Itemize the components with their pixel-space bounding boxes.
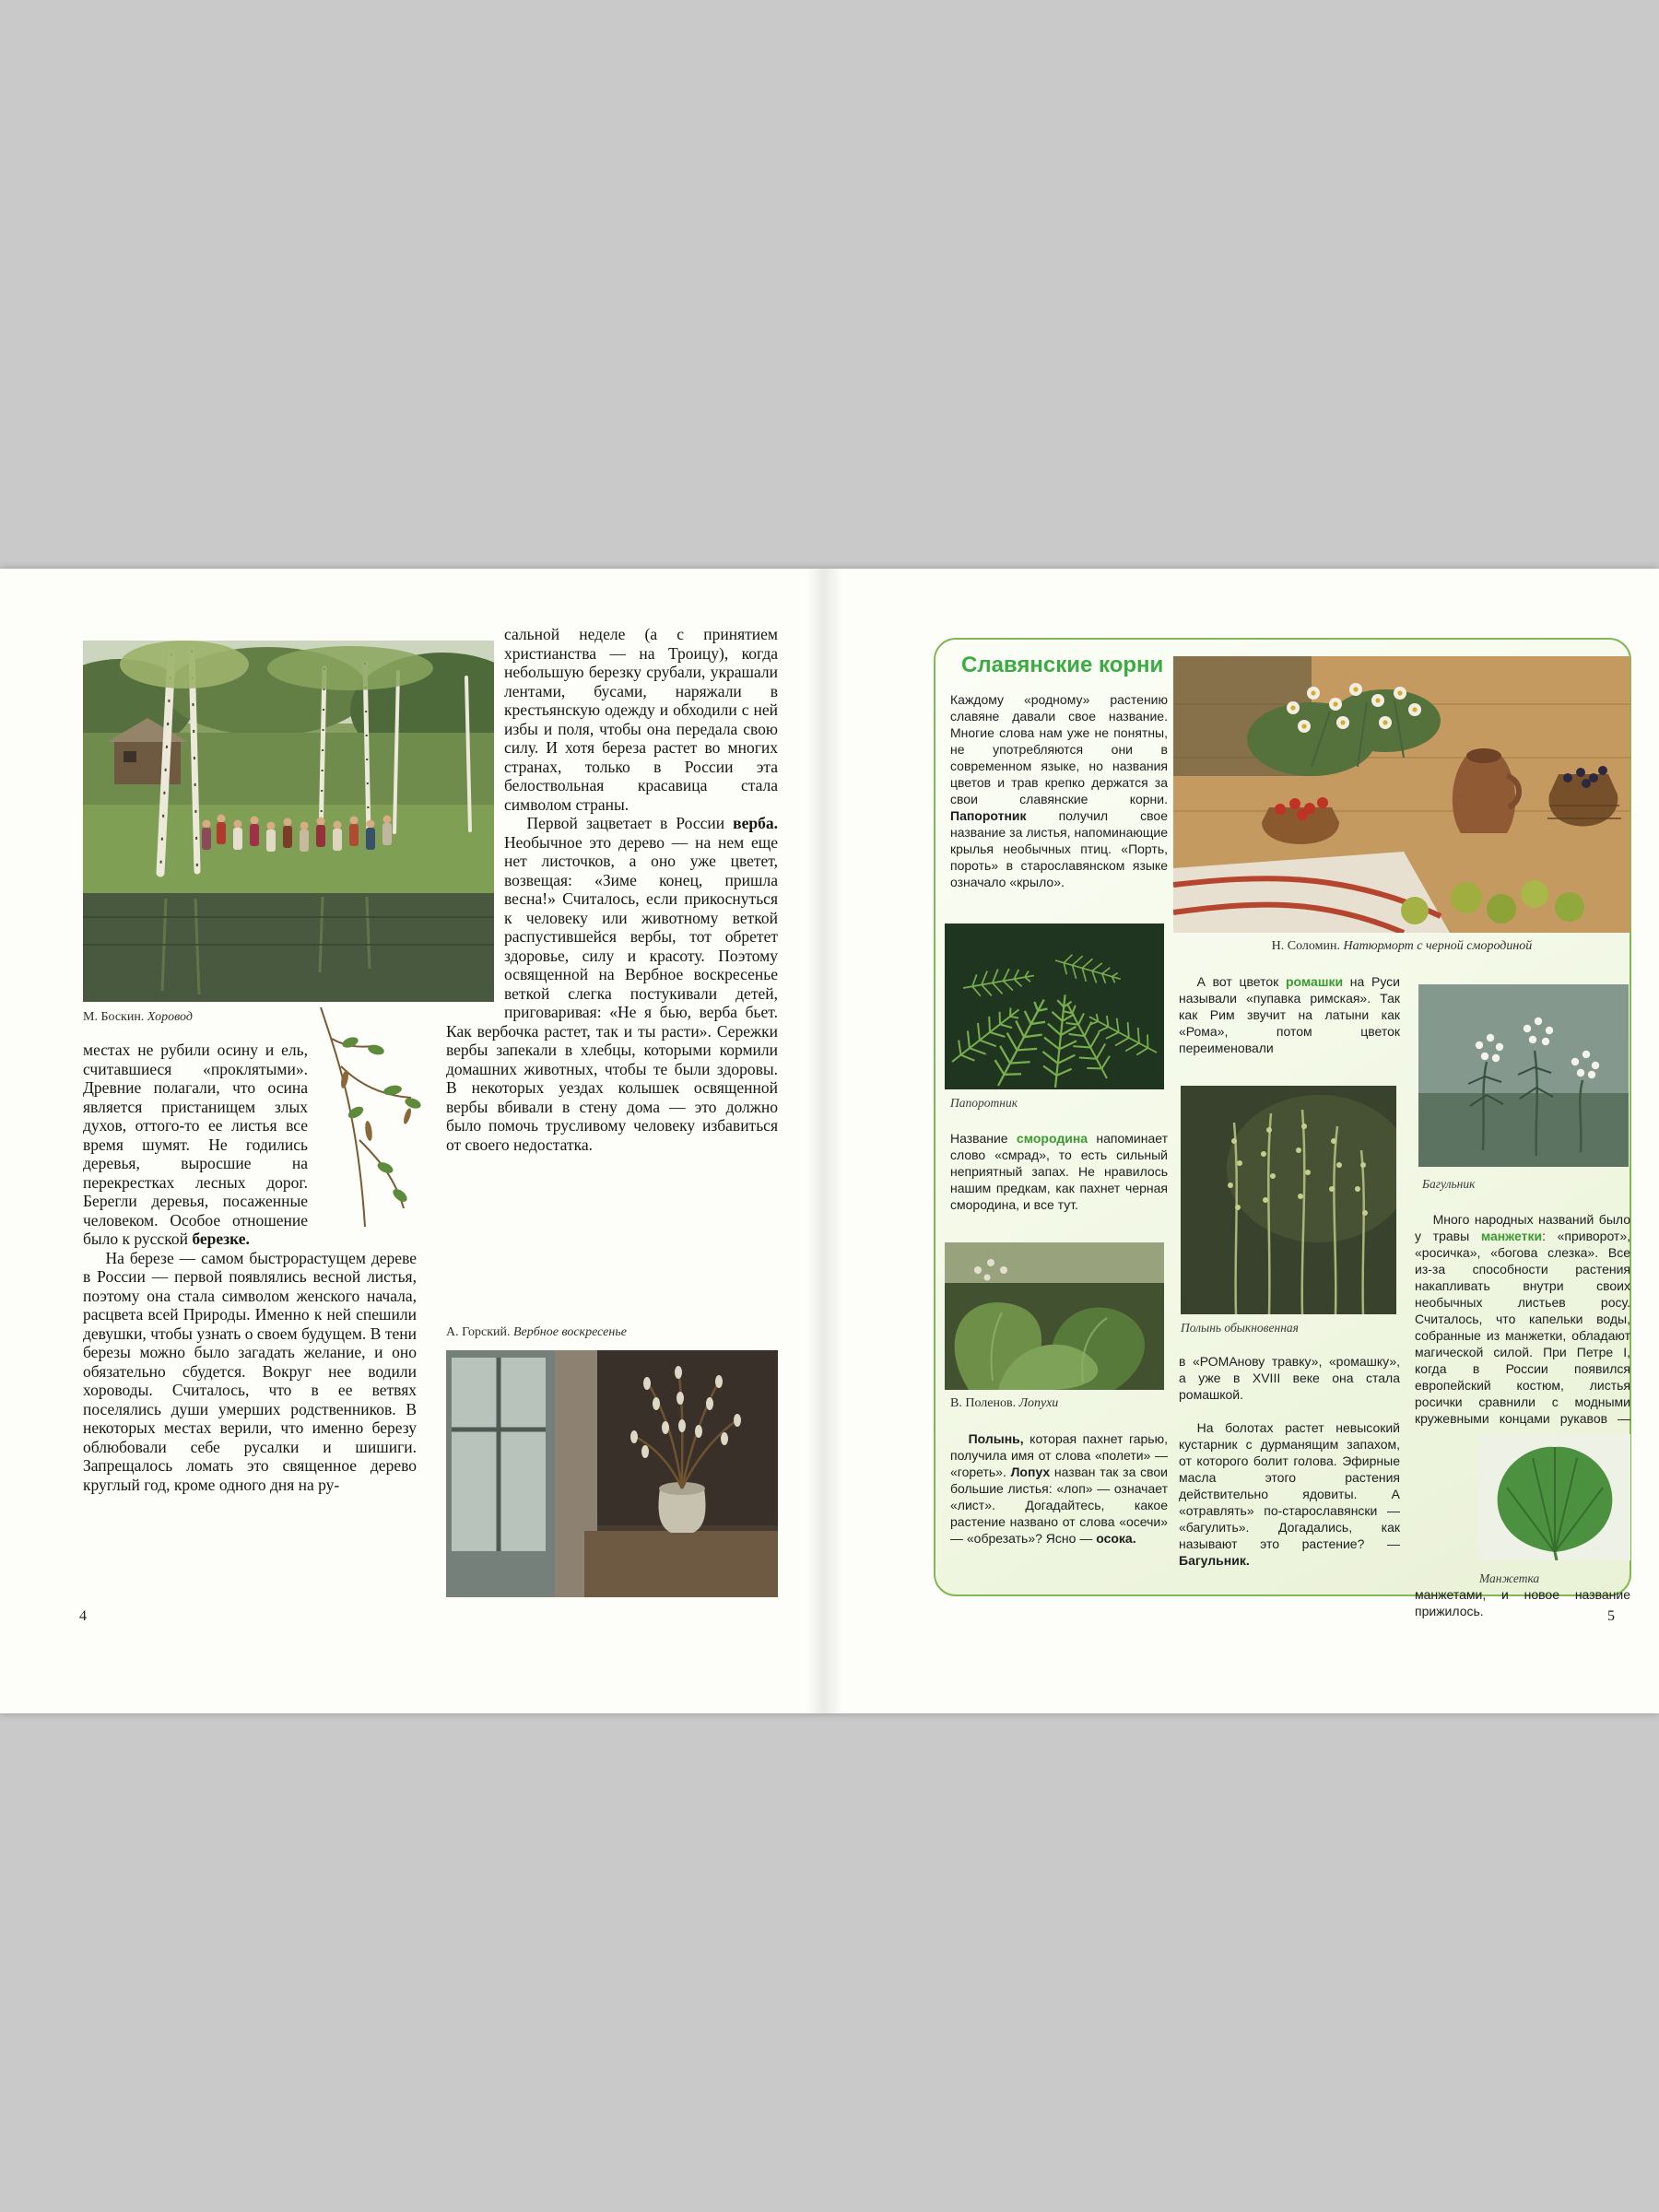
caption-title: Натюрморт с черной смородиной — [1343, 939, 1533, 953]
body-paragraph: На березе — самом быстрорастущем дереве в России — первой появлялись весной листья, поэтому она стала символом женского начала, расцвета всей Природы. Именно к ней спешили девушки, чтобы узнать о своем будущем. В тени березы можно было загадать желание, и оно обязательно сбудется. Вокруг нее водили хороводы. Считалось, что в ее ветвях поселялись души умерших родственников. В некоторых местах верили, что именно березу облюбовали себе русалки и шишиги. Запрещалось ломать это священное дерево круглый год, кроме одного дня на ру- — [83, 1248, 417, 1494]
bagulnik-caption: Багульник — [1422, 1177, 1476, 1191]
caption-artist: Н. Соломин. — [1271, 939, 1340, 953]
verbnoe-painting-image — [446, 1350, 778, 1597]
burdock-painting-image — [945, 1242, 1164, 1390]
smorodina-paragraph: Название смородина напоминает слово «смрад», то есть сильный неприятный запах. Не нравилось нашим предкам, как пахнет черная смородина, и все тут. — [950, 1131, 1168, 1212]
caption-artist: А. Горский. — [446, 1325, 511, 1339]
manzhetka-photo — [1479, 1434, 1630, 1586]
wormwood-photo — [1181, 1086, 1396, 1314]
left-page-column-2 — [446, 625, 778, 1154]
khorovod-painting-image — [83, 641, 494, 1002]
page-number-left: 4 — [79, 1608, 87, 1624]
manzhetka-caption: Манжетка — [1479, 1571, 1540, 1585]
left-page-column-1 — [83, 1041, 417, 1494]
manzhetka-block — [1415, 1211, 1630, 1619]
still-life-caption — [1173, 938, 1630, 954]
birch-branch-illustration — [308, 1041, 417, 1212]
khorovod-caption — [83, 1009, 494, 1025]
body-paragraph: Первой зацветает в России верба. Необычное это дерево — на нем еще нет листочков, а оно уже цветет, возвещая: «Зиме конец, пришла весна!» Считалось, если прикоснуться к человеку или животному веткой распустившейся вербы, тот обретет здоровье, силу и красоту. Поэтому освященной на Вербное воскресенье веткой слегка постукивали детей, приговаривая: «Не я бью, верба бьет. Как вербочка растет, так и ты расти». Сережки вербы запекали в хлебцы, которыми кормили домашних животных, чтобы те были здоровы. В некоторых уездах колышек освященной вербы вбивали в стену дома — это должно было помочь трусливому человеку избавиться от своего недостатка. — [446, 814, 778, 1154]
caption-artist: В. Поленов. — [950, 1396, 1017, 1410]
bagulnik-photo — [1418, 984, 1629, 1167]
caption-title: Хоровод — [147, 1010, 193, 1024]
verbnoe-caption — [446, 1324, 778, 1340]
body-paragraph: местах не рубили осину и ель, считавшиеся «проклятыми». Древние полагали, что осина является пристанищем злых духов, оттого-то ее листья все время шумят. Не годились деревья, выросшие на перекрестках лесных дорог. Берегли деревья, посаженные человеком. Особое отношение было к русской березке. — [83, 1041, 308, 1248]
caption-title: Вербное воскресенье — [512, 1325, 627, 1339]
slavic-roots-box — [934, 638, 1631, 1618]
wormwood-caption: Полынь обыкновенная — [1181, 1321, 1299, 1335]
bolota-paragraph: На болотах растет невысокий кустарник с дурманящим запахом, от которого болит голова. Эфирные масла этого растения действительно ядовиты. А «отравлять» по-старославянски — «багулить». Догадались, как называют это растение? — Багульник. — [1179, 1420, 1400, 1568]
page-number-right: 5 — [1607, 1608, 1615, 1624]
still-life-painting-image — [1173, 656, 1630, 933]
polyn-paragraph: Полынь, которая пахнет гарью, получила имя от слова «полети» — «гореть». Лопух назван так за свои большие листья: «лоп» — означает «лист». Догадайтесь, какое растение названо от слова «осечи» — «обрезать»? Ясно — осока. — [950, 1431, 1168, 1546]
burdock-caption — [950, 1395, 1058, 1411]
fern-caption: Папоротник — [950, 1096, 1018, 1110]
box-title: Славянские корни — [961, 653, 1164, 677]
book-spread — [0, 569, 1659, 1713]
body-paragraph: сальной неделе (а с принятием христианства — на Троицу), когда небольшую березку срубали, украшали лентами, бусами, наряжали в крестьянскую одежду и обходили с ней избы и поля, чтобы она передала свою силу. И хотя береза растет во многих странах, только в России эта белоствольная красавица стала символом страны. — [504, 625, 778, 814]
caption-title: Лопухи — [1018, 1396, 1059, 1410]
column-shape-spacer — [446, 625, 504, 1005]
intro-paragraph: Каждому «родному» растению славяне давали свое название. Многие слова нам уже не понятны, не употребляются они в современном языке, но названия цветов и трав крепко держатся за свои славянские корни. Папоротник получил свое название за листья, напоминающие крылья необычных птиц. «Порть, пороть» в старославянском языке означало «крыло». — [950, 692, 1168, 889]
caption-artist: М. Боскин. — [83, 1010, 145, 1024]
manzhetka-paragraph: Много народных названий было у травы манжетки: «приворот», «росичка», «богова слезка». Все из-за способности растения накапливать внутри своих необычных листьев росу. Считалось, что капельки воды, собранные из манжетки, обладают магической силой. При Петре I, когда в России появился европейский костюм, листья росички сравнили с модными кружевными концами рукавов — манжетами, и новое название прижилось. — [1415, 1212, 1631, 1618]
fern-photo — [945, 924, 1164, 1089]
romashka-paragraph: А вот цветок ромашки на Руси называли «пупавка римская». Так как Рим звучит на латыни как «Рома», потом цветок переименовали — [1179, 974, 1400, 1055]
romanova-paragraph: в «РОМАнову травку», «ромашку», а уже в XVIII веке она стала ромашкой. — [1179, 1354, 1400, 1402]
page-gutter-shadow — [806, 569, 842, 1713]
